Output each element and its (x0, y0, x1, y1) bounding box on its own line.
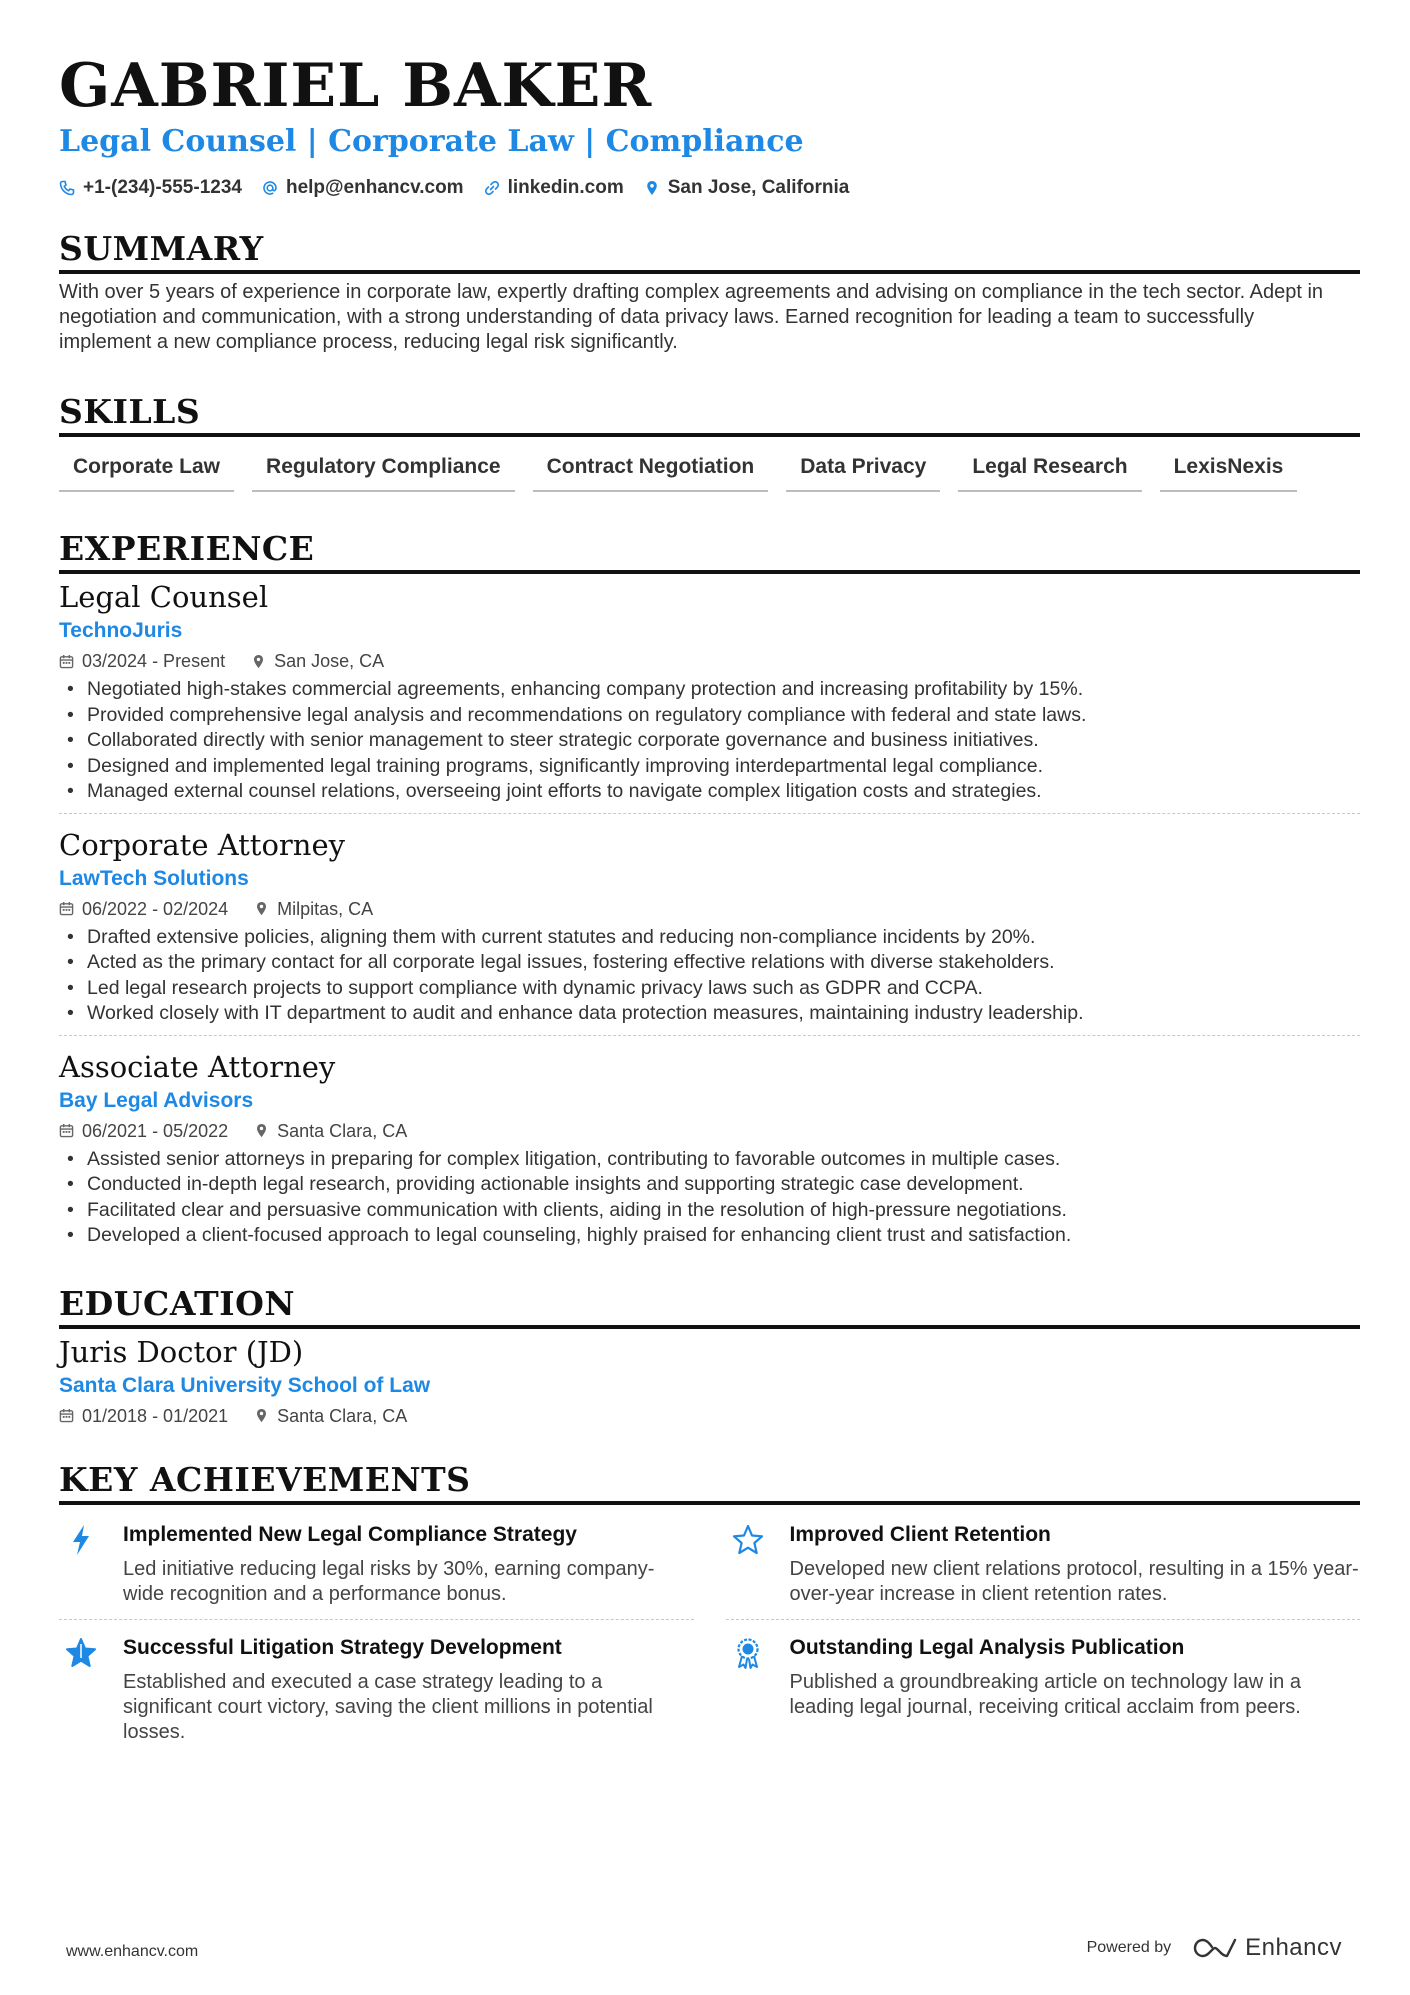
job-dates (59, 1118, 228, 1144)
achievement-desc: Established and executed a case strategy leading to a significant court victory, saving the client millions in potential losses. (123, 1670, 653, 1743)
location-text: Santa Clara, CA (277, 1405, 408, 1426)
bullet-item: • Drafted extensive policies, aligning them with current statutes and reducing non-compliance incidents by 20%. (59, 925, 1360, 951)
skill-tag: Corporate Law (59, 451, 234, 492)
skill-tag: Data Privacy (786, 451, 940, 492)
calendar-icon (59, 654, 74, 669)
experience-section (59, 528, 1360, 1257)
contact-email[interactable] (262, 176, 464, 200)
company-name[interactable]: Bay Legal Advisors (59, 1088, 254, 1112)
dates-text: 03/2024 - Present (82, 651, 226, 671)
skill-tag: Legal Research (958, 451, 1141, 492)
at-icon (262, 180, 278, 196)
achievements-title: KEY ACHIEVEMENTS (59, 1459, 1360, 1505)
location-pin-icon (254, 1123, 269, 1138)
job-meta (59, 896, 1360, 922)
bullet-item: • Conducted in-depth legal research, providing actionable insights and supporting strategic case development. (59, 1172, 1360, 1198)
footer-website[interactable]: www.enhancv.com (66, 1943, 199, 1960)
award-ribbon-icon (731, 1636, 765, 1670)
summary-section (59, 228, 1360, 355)
bullet-item: • Led legal research projects to support compliance with dynamic privacy laws such as GDPR and CCPA. (59, 976, 1360, 1002)
skill-tag: Contract Negotiation (533, 451, 769, 492)
location-text: Milpitas, CA (277, 898, 374, 919)
brand-name: Enhancv (1245, 1934, 1342, 1961)
contact-linkedin[interactable] (484, 176, 624, 200)
job-dates (59, 896, 228, 922)
job-location (254, 1118, 407, 1144)
location-pin-icon (644, 180, 660, 196)
location-pin-icon (251, 654, 266, 669)
job-bullets (59, 1147, 1360, 1249)
job-title: Corporate Attorney (59, 827, 346, 862)
enhancv-logo-icon (1193, 1936, 1237, 1960)
achievements-section (59, 1459, 1360, 1757)
bullet-item: • Worked closely with IT department to audit and enhance data protection measures, maintaining industry leadership. (59, 1001, 1360, 1027)
job-entry (59, 1035, 1360, 1257)
skills-title: SKILLS (59, 391, 1360, 437)
job-entry (59, 578, 1360, 813)
contact-location (644, 176, 850, 200)
job-title: Legal Counsel (59, 580, 269, 614)
contact-bar (59, 176, 1360, 200)
bullet-item: • Managed external counsel relations, overseeing joint efforts to navigate complex litigation costs and strategies. (59, 779, 1360, 805)
achievement-title: Outstanding Legal Analysis Publication (789, 1635, 1185, 1659)
education-section (59, 1283, 1360, 1429)
location-text: San Jose, California (667, 177, 850, 198)
dates-text: 06/2022 - 02/2024 (82, 898, 229, 919)
job-location (251, 648, 384, 674)
achievement-title: Improved Client Retention (789, 1522, 1051, 1546)
location-text: Santa Clara, CA (277, 1120, 408, 1141)
dates-text: 01/2018 - 01/2021 (82, 1405, 229, 1426)
linkedin-text: linkedin.com (507, 177, 624, 198)
link-icon (484, 180, 500, 196)
contact-phone[interactable] (59, 176, 242, 200)
bullet-item: • Assisted senior attorneys in preparing for complex litigation, contributing to favorable outcomes in multiple cases. (59, 1147, 1360, 1173)
dates-text: 06/2021 - 05/2022 (82, 1120, 229, 1141)
location-pin-icon (254, 901, 269, 916)
bullet-item: • Designed and implemented legal training programs, significantly improving interdepartmental legal compliance. (59, 754, 1360, 780)
job-dates (59, 648, 225, 674)
skill-tag: LexisNexis (1160, 451, 1298, 492)
bullet-item: • Developed a client-focused approach to legal counseling, highly praised for enhancing client trust and satisfaction. (59, 1223, 1360, 1249)
education-dates (59, 1403, 228, 1429)
achievement-desc: Led initiative reducing legal risks by 30%, earning company-wide recognition and a performance bonus. (123, 1557, 655, 1605)
achievement-title: Implemented New Legal Compliance Strategy (123, 1522, 577, 1546)
skills-list (59, 451, 1360, 492)
job-location (254, 896, 373, 922)
job-bullets (59, 677, 1360, 805)
achievement-desc: Published a groundbreaking article on technology law in a leading legal journal, receiving critical acclaim from peers. (789, 1670, 1301, 1718)
job-bullets (59, 925, 1360, 1027)
achievement-title: Successful Litigation Strategy Development (123, 1635, 562, 1659)
brand-logo[interactable] (1193, 1934, 1342, 1962)
experience-title: EXPERIENCE (59, 528, 1360, 574)
resume-page (59, 50, 1360, 1757)
phone-icon (59, 180, 75, 196)
email-text: help@enhancv.com (285, 177, 464, 198)
skill-tag: Regulatory Compliance (252, 451, 515, 492)
skills-section (59, 391, 1360, 492)
location-text: San Jose, CA (274, 651, 385, 671)
powered-by-label: Powered by (1086, 1939, 1172, 1956)
education-location (254, 1403, 407, 1429)
star-outline-icon (731, 1523, 765, 1557)
bullet-item: • Negotiated high-stakes commercial agreements, enhancing company protection and increasing profitability by 15%. (59, 677, 1360, 703)
education-meta (59, 1403, 1360, 1429)
star-half-icon (64, 1636, 98, 1670)
achievement-desc: Developed new client relations protocol, resulting in a 15% year-over-year increase in client retention rates. (789, 1557, 1359, 1605)
achievement-item (59, 1620, 694, 1757)
school-name[interactable]: Santa Clara University School of Law (59, 1373, 431, 1397)
bullet-item: • Acted as the primary contact for all corporate legal issues, fostering effective relations with diverse stakeholders. (59, 950, 1360, 976)
lightning-icon (64, 1523, 98, 1557)
job-meta (59, 1118, 1360, 1144)
summary-text: With over 5 years of experience in corporate law, expertly drafting complex agreements and advising on compliance in the tech sector. Adept in negotiation and communication, with a strong understanding of data privacy laws. Earned recognition for leading a team to successfully implement a new compliance process, reducing legal risk significantly. (59, 281, 1324, 353)
company-name[interactable]: TechnoJuris (59, 619, 183, 642)
achievement-item (726, 1515, 1361, 1620)
phone-text: +1-(234)-555-1234 (83, 177, 242, 198)
footer-branding (1087, 1934, 1342, 1962)
job-entry (59, 813, 1360, 1035)
job-title: Associate Attorney (59, 1049, 336, 1084)
candidate-name: GABRIEL BAKER (59, 51, 653, 121)
calendar-icon (59, 1408, 74, 1423)
company-name[interactable]: LawTech Solutions (59, 866, 249, 890)
degree-title: Juris Doctor (JD) (59, 1334, 304, 1369)
job-meta (59, 648, 1360, 674)
calendar-icon (59, 1123, 74, 1138)
bullet-item: • Collaborated directly with senior management to steer strategic corporate governance and business initiatives. (59, 728, 1360, 754)
education-title: EDUCATION (59, 1283, 1360, 1329)
summary-title: SUMMARY (59, 228, 1360, 274)
calendar-icon (59, 901, 74, 916)
achievement-item (726, 1620, 1361, 1757)
bullet-item: • Provided comprehensive legal analysis and recommendations on regulatory compliance with federal and state laws. (59, 703, 1360, 729)
headline: Legal Counsel | Corporate Law | Compliance (59, 124, 804, 159)
location-pin-icon (254, 1408, 269, 1423)
achievements-grid (59, 1515, 1360, 1757)
achievement-item (59, 1515, 694, 1620)
bullet-item: • Facilitated clear and persuasive communication with clients, aiding in the resolution of high-pressure negotiations. (59, 1198, 1360, 1224)
